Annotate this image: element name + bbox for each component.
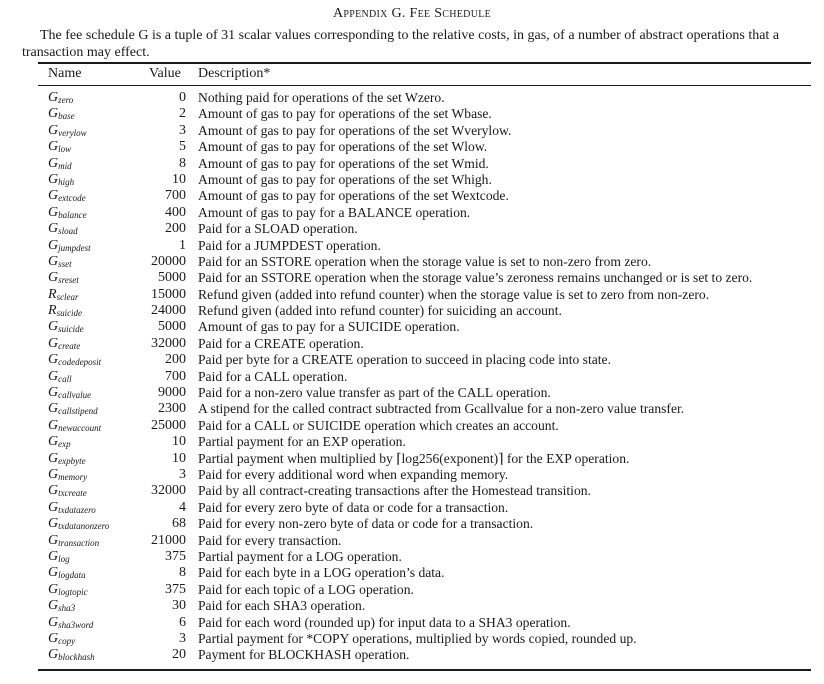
fee-description: Paid per byte for a CREATE operation to succeed in placing code into state. [198, 352, 611, 368]
fee-symbol: G [48, 466, 59, 482]
fee-subscript: sreset [58, 275, 79, 286]
table-row [0, 139, 824, 155]
fee-symbol: G [48, 499, 59, 515]
fee-value: 8 [179, 155, 186, 171]
table-row [0, 221, 824, 237]
fee-description: Refund given (added into refund counter) when the storage value is set to zero from non-zero. [198, 286, 710, 302]
fee-name [48, 156, 72, 174]
fee-symbol: G [48, 417, 59, 433]
fee-description: Amount of gas to pay for operations of the set Wlow. [198, 139, 488, 155]
fee-name [48, 319, 84, 337]
fee-name [48, 598, 75, 616]
fee-description: Amount of gas to pay for operations of the set Wverylow. [198, 122, 512, 138]
fee-description: Nothing paid for operations of the set Wzero. [198, 90, 445, 105]
fee-description: Paid for each word (rounded up) for input data to a SHA3 operation. [198, 614, 571, 630]
fee-subscript: callvalue [58, 390, 92, 401]
fee-symbol: G [48, 122, 59, 138]
table-row [0, 549, 824, 565]
fee-value: 5000 [158, 270, 186, 286]
fee-description: Paid by all contract-creating transactions after the Homestead transition. [198, 483, 591, 499]
fee-name [48, 90, 73, 108]
fee-subscript: suicide [56, 308, 83, 319]
fee-subscript: logdata [58, 570, 86, 581]
fee-description: Refund given (added into refund counter) for suiciding an account. [198, 303, 562, 319]
table-row [0, 385, 824, 401]
fee-value: 3 [179, 122, 186, 138]
fee-name [48, 172, 74, 190]
fee-name [48, 287, 79, 305]
fee-description: Paid for an SSTORE operation when the storage value’s zeroness remains unchanged or is set to zero. [198, 270, 753, 286]
fee-description: Paid for each SHA3 operation. [198, 598, 366, 614]
fee-value: 3 [179, 466, 186, 482]
fee-description: Amount of gas to pay for operations of the set Whigh. [198, 171, 492, 187]
fee-value: 9000 [158, 385, 186, 401]
fee-description: Partial payment for a LOG operation. [198, 548, 402, 564]
fee-description: Paid for a CALL or SUICIDE operation which creates an account. [198, 417, 559, 433]
table-row [0, 303, 824, 319]
fee-subscript: sclear [56, 291, 79, 302]
fee-value: 68 [172, 516, 186, 532]
fee-subscript: memory [58, 471, 88, 482]
fee-value: 20000 [151, 253, 186, 269]
fee-name [48, 336, 80, 354]
fee-name [48, 582, 88, 600]
table-row [0, 369, 824, 385]
fee-name [48, 467, 87, 485]
fee-value: 375 [165, 581, 186, 597]
fee-value: 8 [179, 565, 186, 581]
fee-subscript: extcode [58, 193, 86, 204]
fee-description: Paid for an SSTORE operation when the storage value is set to non-zero from zero. [198, 253, 652, 269]
table-row [0, 533, 824, 549]
table-header-rule [38, 85, 811, 86]
fee-subscript: jumpdest [58, 242, 91, 253]
fee-symbol: G [48, 171, 59, 187]
fee-subscript: verylow [58, 127, 87, 138]
table-row [0, 467, 824, 483]
table-row [0, 615, 824, 631]
fee-description: Amount of gas to pay for a SUICIDE operation. [198, 319, 460, 335]
fee-symbol: G [48, 253, 59, 269]
fee-name [48, 565, 86, 583]
fee-name [48, 303, 82, 321]
column-header-value: Value [149, 66, 181, 81]
fee-symbol: G [48, 385, 59, 401]
fee-symbol: G [48, 270, 59, 286]
fee-value: 10 [172, 434, 186, 450]
fee-symbol: G [48, 90, 59, 105]
table-row [0, 582, 824, 598]
fee-value: 1 [179, 237, 186, 253]
table-row [0, 500, 824, 516]
table-row [0, 418, 824, 434]
fee-value: 10 [172, 450, 186, 466]
fee-description: Paid for a CALL operation. [198, 368, 348, 384]
fee-subscript: txdatanonzero [58, 521, 110, 532]
table-row [0, 647, 824, 663]
fee-name [48, 270, 79, 288]
fee-name [48, 352, 101, 370]
table-row [0, 188, 824, 204]
table-row [0, 172, 824, 188]
fee-table-body [0, 90, 824, 664]
fee-subscript: zero [58, 95, 74, 105]
fee-symbol: G [48, 352, 59, 368]
fee-symbol: G [48, 139, 59, 155]
fee-name [48, 549, 70, 567]
fee-value: 5 [179, 139, 186, 155]
intro-paragraph: The fee schedule G is a tuple of 31 scalar values corresponding to the relative costs, in gas, of a number of abstract operations that a transaction may effect. [22, 28, 780, 60]
fee-value: 700 [165, 188, 186, 204]
fee-description: Paid for a non-zero value transfer as part of the CALL operation. [198, 385, 551, 401]
fee-symbol: G [48, 450, 59, 466]
table-bottom-rule [38, 669, 811, 671]
fee-description: Paid for each topic of a LOG operation. [198, 581, 414, 597]
fee-subscript: high [58, 176, 75, 187]
fee-symbol: G [48, 188, 59, 204]
fee-subscript: blockhash [58, 652, 95, 663]
fee-name [48, 385, 91, 403]
fee-value: 200 [165, 221, 186, 237]
fee-description: Paid for a JUMPDEST operation. [198, 237, 381, 253]
fee-symbol: G [48, 516, 59, 532]
fee-subscript: logtopic [58, 586, 88, 597]
table-row [0, 565, 824, 581]
fee-value: 21000 [151, 532, 186, 548]
fee-subscript: log [58, 553, 70, 564]
fee-symbol: G [48, 532, 59, 548]
fee-name [48, 205, 87, 223]
fee-symbol: G [48, 647, 59, 663]
fee-value: 32000 [151, 335, 186, 351]
fee-value: 700 [165, 368, 186, 384]
table-row [0, 451, 824, 467]
fee-subscript: create [58, 340, 81, 351]
fee-value: 400 [165, 204, 186, 220]
table-row [0, 598, 824, 614]
fee-description: Partial payment when multiplied by ⌈log256(exponent)⌉ for the EXP operation. [198, 450, 630, 466]
fee-subscript: transaction [58, 537, 100, 548]
fee-subscript: txcreate [58, 488, 87, 499]
fee-subscript: copy [58, 635, 76, 646]
fee-value: 32000 [151, 483, 186, 499]
fee-description: Partial payment for *COPY operations, multiplied by words copied, rounded up. [198, 630, 637, 646]
table-row [0, 205, 824, 221]
fee-symbol: G [48, 155, 59, 171]
fee-description: Paid for each byte in a LOG operation’s data. [198, 565, 445, 581]
fee-symbol: R [48, 286, 57, 302]
fee-value: 375 [165, 548, 186, 564]
fee-description: Paid for every transaction. [198, 532, 342, 548]
fee-name [48, 483, 87, 501]
fee-description: Amount of gas to pay for a BALANCE operation. [198, 204, 471, 220]
fee-name [48, 188, 86, 206]
fee-description: Payment for BLOCKHASH operation. [198, 647, 410, 663]
fee-subscript: suicide [58, 324, 84, 335]
fee-name [48, 434, 71, 452]
fee-subscript: low [58, 144, 72, 155]
fee-value: 3 [179, 630, 186, 646]
fee-symbol: G [48, 106, 59, 122]
fee-subscript: base [58, 111, 75, 122]
fee-value: 2 [179, 106, 186, 122]
fee-subscript: mid [58, 160, 72, 171]
fee-name [48, 615, 93, 633]
fee-value: 30 [172, 598, 186, 614]
table-row [0, 123, 824, 139]
table-row [0, 401, 824, 417]
fee-subscript: exp [58, 439, 71, 450]
table-row [0, 631, 824, 647]
fee-description: Amount of gas to pay for operations of the set Wextcode. [198, 188, 509, 204]
fee-name [48, 451, 86, 469]
fee-symbol: G [48, 548, 59, 564]
column-header-description: Description* [198, 66, 271, 81]
fee-name [48, 369, 72, 387]
fee-name [48, 123, 87, 141]
fee-value: 10 [172, 171, 186, 187]
table-row [0, 483, 824, 499]
table-row [0, 90, 824, 106]
fee-subscript: balance [58, 209, 87, 220]
fee-value: 200 [165, 352, 186, 368]
table-top-rule [38, 62, 811, 64]
fee-subscript: sload [58, 226, 78, 237]
fee-value: 20 [172, 647, 186, 663]
fee-value: 4 [179, 499, 186, 515]
fee-symbol: G [48, 565, 59, 581]
fee-symbol: G [48, 221, 59, 237]
fee-name [48, 516, 109, 534]
table-row [0, 238, 824, 254]
fee-subscript: sha3 [58, 603, 76, 614]
fee-value: 2300 [158, 401, 186, 417]
fee-name [48, 238, 91, 256]
fee-symbol: G [48, 630, 59, 646]
fee-description: Paid for every additional word when expanding memory. [198, 466, 509, 482]
fee-symbol: G [48, 401, 59, 417]
appendix-heading: Appendix G. Fee Schedule [332, 6, 492, 21]
table-row [0, 516, 824, 532]
fee-value: 6 [179, 614, 186, 630]
fee-subscript: sha3word [58, 619, 94, 630]
fee-description: Partial payment for an EXP operation. [198, 434, 406, 450]
fee-value: 5000 [158, 319, 186, 335]
fee-value: 0 [179, 90, 186, 105]
column-header-name: Name [48, 66, 82, 81]
fee-symbol: G [48, 598, 59, 614]
fee-value: 24000 [151, 303, 186, 319]
fee-name [48, 418, 101, 436]
fee-value: 25000 [151, 417, 186, 433]
fee-symbol: G [48, 368, 59, 384]
fee-subscript: call [58, 373, 72, 384]
fee-name [48, 631, 75, 649]
fee-symbol: G [48, 319, 59, 335]
fee-description: Amount of gas to pay for operations of the set Wbase. [198, 106, 492, 122]
fee-symbol: G [48, 614, 59, 630]
fee-subscript: sset [58, 258, 72, 269]
fee-symbol: G [48, 335, 59, 351]
fee-subscript: callstipend [58, 406, 98, 417]
table-row [0, 254, 824, 270]
fee-description: Paid for a SLOAD operation. [198, 221, 358, 237]
fee-value: 15000 [151, 286, 186, 302]
fee-name [48, 401, 98, 419]
fee-name [48, 254, 72, 272]
fee-symbol: G [48, 434, 59, 450]
fee-subscript: newaccount [58, 422, 102, 433]
fee-subscript: expbyte [58, 455, 86, 466]
fee-symbol: G [48, 581, 59, 597]
table-row [0, 106, 824, 122]
fee-description: Paid for a CREATE operation. [198, 335, 364, 351]
table-row [0, 287, 824, 303]
table-row [0, 319, 824, 335]
table-row [0, 156, 824, 172]
table-row [0, 352, 824, 368]
table-row [0, 434, 824, 450]
fee-symbol: G [48, 204, 59, 220]
fee-name [48, 139, 71, 157]
fee-name [48, 647, 95, 665]
fee-subscript: txdatazero [58, 504, 96, 515]
fee-name [48, 500, 96, 518]
fee-description: Amount of gas to pay for operations of the set Wmid. [198, 155, 489, 171]
fee-description: Paid for every non-zero byte of data or code for a transaction. [198, 516, 534, 532]
table-row [0, 270, 824, 286]
table-row [0, 336, 824, 352]
fee-symbol: R [48, 303, 57, 319]
fee-symbol: G [48, 237, 59, 253]
fee-subscript: codedeposit [58, 357, 102, 368]
fee-symbol: G [48, 483, 59, 499]
fee-description: A stipend for the called contract subtracted from Gcallvalue for a non-zero value transfer. [198, 401, 685, 417]
fee-name [48, 106, 75, 124]
fee-name [48, 221, 78, 239]
fee-description: Paid for every zero byte of data or code for a transaction. [198, 499, 509, 515]
fee-name [48, 533, 99, 551]
